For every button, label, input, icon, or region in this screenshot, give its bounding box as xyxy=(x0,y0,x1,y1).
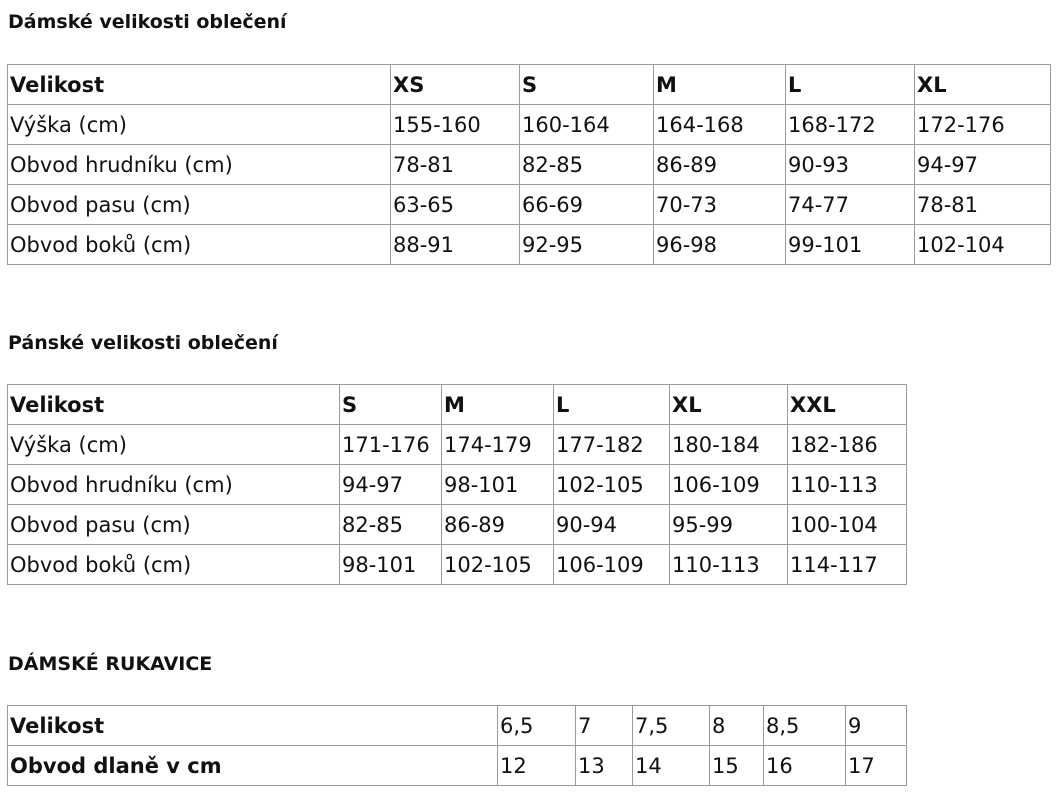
table-row xyxy=(8,545,907,585)
table-cell: 94-97 xyxy=(340,465,442,505)
row-label: Obvod boků (cm) xyxy=(8,225,391,265)
table-cell: 70-73 xyxy=(654,185,786,225)
table-row xyxy=(8,185,1051,225)
table-cell: 98-101 xyxy=(340,545,442,585)
header-cell: L xyxy=(786,65,915,105)
row-label: Obvod hrudníku (cm) xyxy=(8,145,391,185)
table-cell: 172-176 xyxy=(915,105,1051,145)
table-cell: 12 xyxy=(498,746,576,786)
table-cell: 15 xyxy=(710,746,764,786)
table-cell: 90-93 xyxy=(786,145,915,185)
header-cell: M xyxy=(654,65,786,105)
table-cell: 86-89 xyxy=(442,505,554,545)
row-label: Obvod pasu (cm) xyxy=(8,505,340,545)
women-clothing-title: Dámské velikosti oblečení xyxy=(8,11,287,33)
men-clothing-table xyxy=(7,384,907,585)
table-cell: 102-104 xyxy=(915,225,1051,265)
table-cell: 17 xyxy=(846,746,907,786)
table-cell: 74-77 xyxy=(786,185,915,225)
table-row xyxy=(8,465,907,505)
header-cell: XL xyxy=(915,65,1051,105)
women-clothing-table xyxy=(7,64,1051,265)
table-cell: 7,5 xyxy=(633,706,710,746)
header-cell: S xyxy=(520,65,654,105)
table-cell: 106-109 xyxy=(670,465,788,505)
row-label: Obvod hrudníku (cm) xyxy=(8,465,340,505)
table-cell: 82-85 xyxy=(520,145,654,185)
table-header-row xyxy=(8,706,907,746)
table-cell: 96-98 xyxy=(654,225,786,265)
table-cell: 182-186 xyxy=(788,425,907,465)
table-cell: 171-176 xyxy=(340,425,442,465)
table-row xyxy=(8,425,907,465)
men-clothing-title: Pánské velikosti oblečení xyxy=(8,332,278,354)
table-cell: 114-117 xyxy=(788,545,907,585)
header-cell: XL xyxy=(670,385,788,425)
table-cell: 82-85 xyxy=(340,505,442,545)
table-cell: 66-69 xyxy=(520,185,654,225)
header-cell: Velikost xyxy=(8,65,391,105)
row-label: Obvod dlaně v cm xyxy=(8,746,498,786)
table-cell: 88-91 xyxy=(391,225,520,265)
table-cell: 155-160 xyxy=(391,105,520,145)
table-cell: 99-101 xyxy=(786,225,915,265)
table-header-row xyxy=(8,65,1051,105)
header-cell: Velikost xyxy=(8,385,340,425)
table-cell: 160-164 xyxy=(520,105,654,145)
table-cell: 180-184 xyxy=(670,425,788,465)
table-cell: 78-81 xyxy=(391,145,520,185)
table-cell: 86-89 xyxy=(654,145,786,185)
table-cell: 177-182 xyxy=(554,425,670,465)
table-cell: 164-168 xyxy=(654,105,786,145)
table-cell: 7 xyxy=(576,706,633,746)
table-cell: 94-97 xyxy=(915,145,1051,185)
header-cell: Velikost xyxy=(8,706,498,746)
row-label: Obvod pasu (cm) xyxy=(8,185,391,225)
table-row xyxy=(8,746,907,786)
row-label: Výška (cm) xyxy=(8,105,391,145)
table-row xyxy=(8,105,1051,145)
table-cell: 90-94 xyxy=(554,505,670,545)
header-cell: XXL xyxy=(788,385,907,425)
table-row xyxy=(8,505,907,545)
table-cell: 100-104 xyxy=(788,505,907,545)
table-cell: 63-65 xyxy=(391,185,520,225)
table-cell: 110-113 xyxy=(670,545,788,585)
table-cell: 14 xyxy=(633,746,710,786)
table-cell: 78-81 xyxy=(915,185,1051,225)
row-label: Výška (cm) xyxy=(8,425,340,465)
table-cell: 106-109 xyxy=(554,545,670,585)
table-row xyxy=(8,225,1051,265)
women-gloves-title: DÁMSKÉ RUKAVICE xyxy=(8,653,213,675)
table-cell: 9 xyxy=(846,706,907,746)
header-cell: M xyxy=(442,385,554,425)
table-row xyxy=(8,145,1051,185)
header-cell: L xyxy=(554,385,670,425)
women-gloves-table xyxy=(7,705,907,786)
table-cell: 8 xyxy=(710,706,764,746)
table-cell: 95-99 xyxy=(670,505,788,545)
row-label: Obvod boků (cm) xyxy=(8,545,340,585)
table-cell: 174-179 xyxy=(442,425,554,465)
table-header-row xyxy=(8,385,907,425)
table-cell: 168-172 xyxy=(786,105,915,145)
table-cell: 110-113 xyxy=(788,465,907,505)
table-cell: 92-95 xyxy=(520,225,654,265)
header-cell: XS xyxy=(391,65,520,105)
table-cell: 6,5 xyxy=(498,706,576,746)
table-cell: 102-105 xyxy=(442,545,554,585)
table-cell: 16 xyxy=(764,746,846,786)
header-cell: S xyxy=(340,385,442,425)
table-cell: 13 xyxy=(576,746,633,786)
table-cell: 98-101 xyxy=(442,465,554,505)
table-cell: 8,5 xyxy=(764,706,846,746)
table-cell: 102-105 xyxy=(554,465,670,505)
